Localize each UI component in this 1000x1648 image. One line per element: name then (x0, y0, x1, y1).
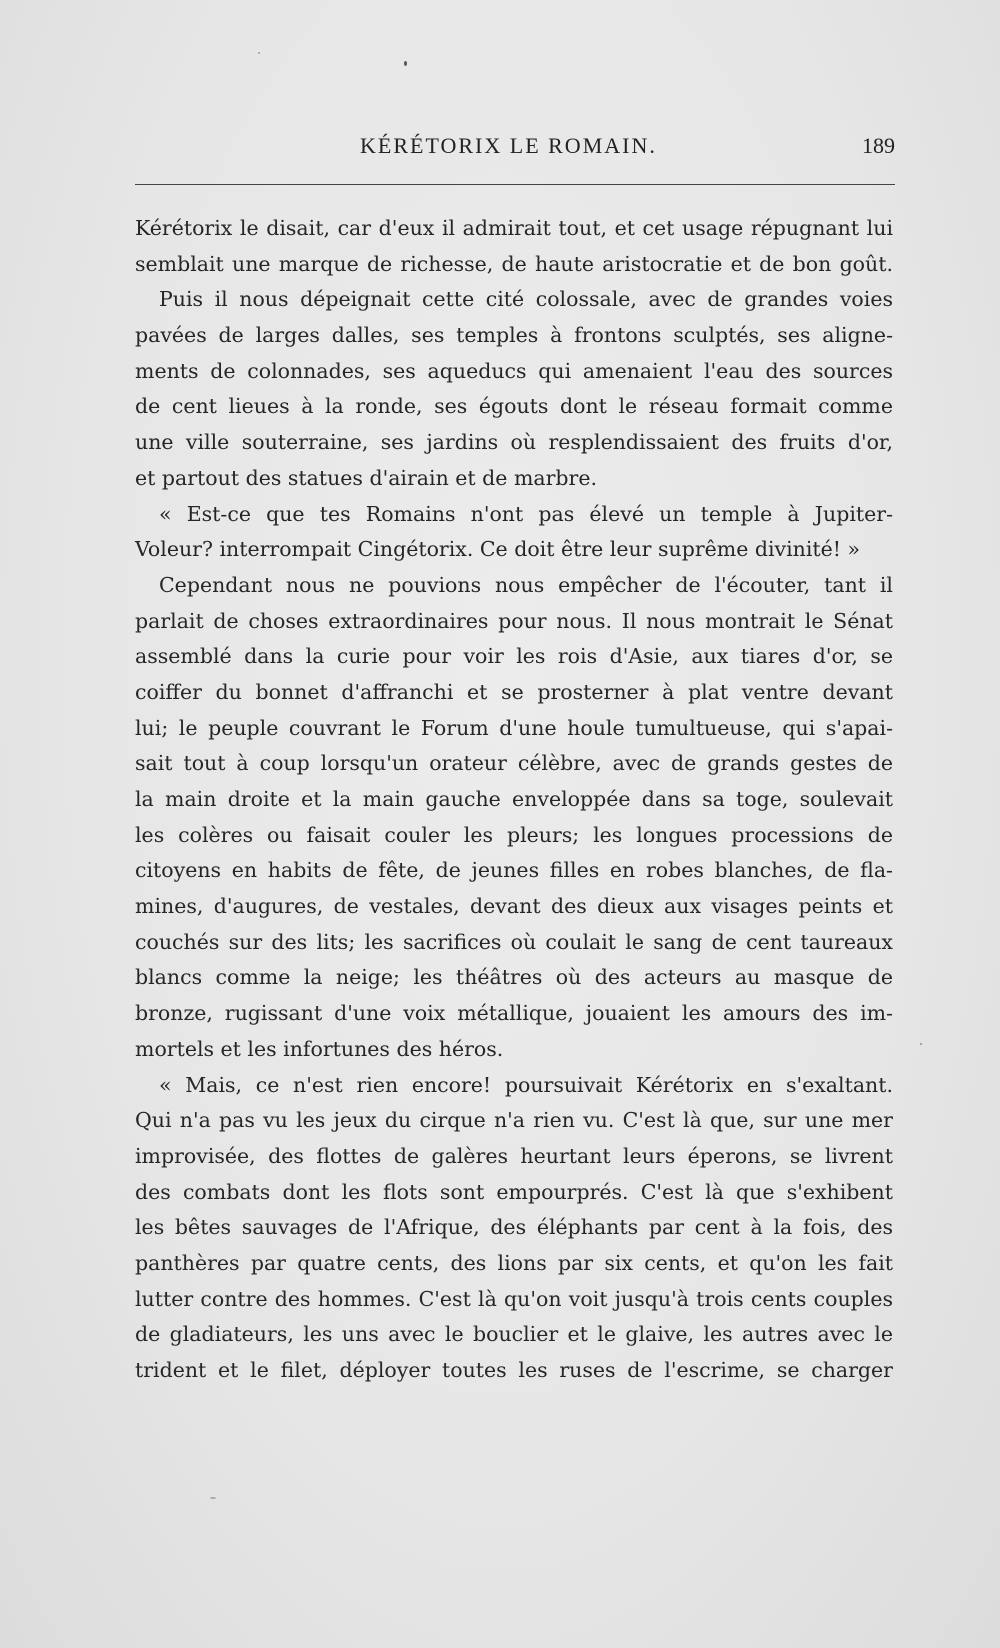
text-line: citoyens en habits de fête, de jeunes filles en robes blanches, de fla- (135, 858, 893, 883)
text-line: des combats dont les flots sont empourprés. C'est là que s'exhibent (135, 1179, 893, 1204)
text-line: « Est-ce que tes Romains n'ont pas élevé un temple à Jupiter- (159, 501, 893, 526)
text-line: Kérétorix le disait, car d'eux il admirait tout, et cet usage répugnant lui (135, 216, 893, 240)
body-text (135, 211, 893, 1389)
page-header (135, 133, 895, 163)
text-line: lutter contre des hommes. C'est là qu'on voit jusqu'à trois cents couples (135, 1286, 893, 1311)
text-line: sait tout à coup lorsqu'un orateur célèbre, avec de grands gestes de (135, 751, 893, 776)
ink-speck (258, 52, 260, 54)
text-line: trident et le filet, déployer toutes les ruses de l'escrime, se charger (135, 1358, 893, 1382)
text-line: les bêtes sauvages de l'Afrique, des éléphants par cent à la fois, des (135, 1215, 893, 1240)
text-line: de cent lieues à la ronde, ses égouts dont le réseau formait comme (135, 394, 893, 419)
page-number: 189 (862, 133, 895, 158)
text-line: Puis il nous dépeignait cette cité colossale, avec de grandes voies (159, 287, 893, 312)
text-line: de gladiateurs, les uns avec le bouclier et le glaive, les autres avec le (135, 1322, 893, 1347)
text-line: coiffer du bonnet d'affranchi et se prosterner à plat ventre devant (135, 679, 893, 704)
text-line: semblait une marque de richesse, de haute aristocratie et de bon goût. (135, 251, 893, 276)
text-line: Cependant nous ne pouvions nous empêcher de l'écouter, tant il (159, 572, 893, 597)
text-line: couchés sur des lits; les sacrifices où coulait le sang de cent taureaux (135, 929, 893, 954)
text-line: « Mais, ce n'est rien encore! poursuivait Kérétorix en s'exaltant. (159, 1072, 893, 1097)
text-line: parlait de choses extraordinaires pour nous. Il nous montrait le Sénat (135, 608, 893, 633)
ink-speck (920, 1043, 922, 1045)
running-title: KÉRÉTORIX LE ROMAIN. (360, 133, 657, 158)
text-line: lui; le peuple couvrant le Forum d'une houle tumultueuse, qui s'apai- (135, 715, 893, 740)
text-line: pavées de larges dalles, ses temples à frontons sculptés, ses aligne- (135, 323, 893, 348)
text-line: blancs comme la neige; les théâtres où des acteurs au masque de (135, 965, 893, 990)
text-line: les colères ou faisait couler les pleurs; les longues processions de (135, 822, 893, 847)
text-line: mortels et les infortunes des héros. (135, 1036, 504, 1061)
text-line: la main droite et la main gauche enveloppée dans sa toge, soulevait (135, 787, 893, 811)
text-line: assemblé dans la curie pour voir les rois d'Asie, aux tiares d'or, se (135, 644, 893, 669)
text-line: bronze, rugissant d'une voix métallique, jouaient les amours des im- (135, 1001, 893, 1026)
ink-speck (210, 1497, 216, 1499)
header-rule (135, 184, 895, 185)
text-line: et partout des statues d'airain et de marbre. (135, 465, 597, 490)
text-line: improvisée, des flottes de galères heurtant leurs éperons, se livrent (135, 1143, 893, 1168)
text-line: ments de colonnades, ses aqueducs qui amenaient l'eau des sources (135, 358, 893, 383)
text-line: mines, d'augures, de vestales, devant des dieux aux visages peints et (135, 894, 893, 919)
text-line: panthères par quatre cents, des lions par six cents, et qu'on les fait (135, 1250, 893, 1275)
text-line: Qui n'a pas vu les jeux du cirque n'a rien vu. C'est là que, sur une mer (135, 1108, 893, 1133)
text-line: Voleur? interrompait Cingétorix. Ce doit être leur suprême divinité! » (135, 537, 861, 562)
ink-speck (404, 61, 407, 66)
text-line: une ville souterraine, ses jardins où resplendissaient des fruits d'or, (135, 430, 893, 455)
